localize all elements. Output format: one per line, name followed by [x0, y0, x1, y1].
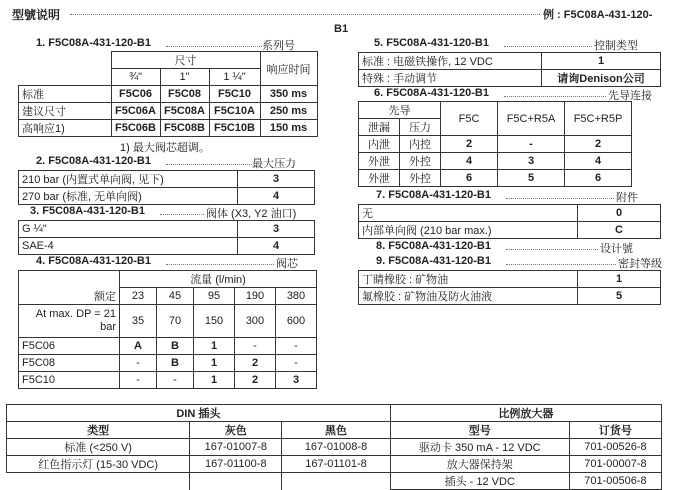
- table-row: [19, 288, 317, 305]
- sec8-label: 设计號: [600, 243, 633, 255]
- gray-header: 灰色: [190, 422, 282, 439]
- cell: 1: [194, 355, 235, 372]
- cell: A: [120, 338, 157, 355]
- cell: 167-01100-8: [190, 456, 282, 473]
- table-row: [19, 355, 317, 372]
- cell: 70: [157, 305, 194, 338]
- cell: F5C10: [209, 86, 260, 103]
- row-label: 氟橡胶 : 矿物油及防火油液: [359, 288, 578, 305]
- cell: 4: [441, 153, 498, 170]
- cell: 167-01008-8: [282, 439, 390, 456]
- table-row: [19, 221, 315, 238]
- col-f5c: F5C: [441, 102, 498, 136]
- black-header: 黑色: [282, 422, 390, 439]
- cell: 3: [238, 221, 315, 238]
- size-1-1-4: 1 ¼": [209, 69, 260, 86]
- amp-header: 比例放大器: [390, 405, 661, 422]
- accessories-table: [6, 404, 662, 490]
- cell: 250 ms: [260, 103, 317, 120]
- sec7-code: 7. F5C08A-431-120-B1: [376, 189, 491, 201]
- cell: 600: [276, 305, 317, 338]
- model-header: 型号: [390, 422, 569, 439]
- table-row: [19, 338, 317, 355]
- cell: -: [120, 372, 157, 389]
- sec1-label: 系列号: [262, 40, 295, 52]
- cell: 3: [238, 171, 315, 188]
- row-label: F5C10: [19, 372, 120, 389]
- table-row: [359, 136, 632, 153]
- sec1-note: 1) 最大阀芯超调。: [120, 142, 210, 154]
- table-row: [359, 153, 632, 170]
- cell: 外控: [400, 170, 441, 187]
- table-row: [359, 205, 661, 222]
- cell: 35: [120, 305, 157, 338]
- row-label: 标准 : 电磁铁操作, 12 VDC: [359, 53, 542, 70]
- cell: 701-00506-8: [569, 473, 661, 490]
- row-label: 额定: [19, 288, 120, 305]
- cell: 167-01101-8: [282, 456, 390, 473]
- row-label: 270 bar (标准, 无单向阀): [19, 188, 238, 205]
- cell: 701-00526-8: [569, 439, 661, 456]
- sec2-label: 最大压力: [252, 158, 296, 170]
- cell: [190, 473, 282, 490]
- cell: 外泄: [359, 153, 400, 170]
- cell: 4: [238, 188, 315, 205]
- table-row: [359, 271, 661, 288]
- cell: 0: [578, 205, 661, 222]
- cell: -: [276, 338, 317, 355]
- sec5-leader: [504, 46, 592, 47]
- dp-label-line2: bar: [100, 321, 116, 333]
- cell: C: [578, 222, 661, 239]
- cell: -: [120, 355, 157, 372]
- example-code: 例 : F5C08A-431-120-: [543, 9, 653, 21]
- series-table: [18, 51, 318, 137]
- row-label: 丁睛橡胶 : 矿物油: [359, 271, 578, 288]
- row-label: 210 bar (内置式单向阀, 见下): [19, 171, 238, 188]
- cell: 23: [120, 288, 157, 305]
- accessory-table: [358, 204, 661, 239]
- spool-table: [18, 270, 317, 389]
- cell: 2: [441, 136, 498, 153]
- cell: F5C08B: [160, 120, 209, 137]
- cell: F5C10A: [209, 103, 260, 120]
- control-table: [358, 52, 661, 87]
- size-1: 1": [160, 69, 209, 86]
- cell: 内泄: [359, 136, 400, 153]
- table-row: [359, 288, 661, 305]
- cell: F5C08A: [160, 103, 209, 120]
- sec8-code: 8. F5C08A-431-120-B1: [376, 240, 491, 252]
- cell: 380: [276, 288, 317, 305]
- cell: F5C08: [160, 86, 209, 103]
- table-row: [19, 120, 318, 137]
- row-label: 内部单向阀 (210 bar max.): [359, 222, 578, 239]
- cell: F5C06B: [111, 120, 160, 137]
- cell: 5: [578, 288, 661, 305]
- seal-table: [358, 270, 661, 305]
- table-row: [7, 439, 662, 456]
- row-label: 高响应1): [19, 120, 112, 137]
- flow-header: 流量 (l/min): [120, 271, 317, 288]
- page-title: 型號说明: [12, 8, 61, 22]
- sec4-code: 4. F5C08A-431-120-B1: [36, 255, 151, 267]
- cell: 350 ms: [260, 86, 317, 103]
- drain-header: 泄漏: [359, 119, 400, 136]
- row-label: 特殊 : 手动调节: [359, 70, 542, 87]
- sec3-code: 3. F5C08A-431-120-B1: [30, 205, 145, 217]
- table-row: [359, 53, 661, 70]
- sec6-leader: [504, 96, 606, 97]
- table-row: [19, 103, 318, 120]
- cell: 300: [235, 305, 276, 338]
- cell: 外控: [400, 153, 441, 170]
- sec3-label: 阀体 (X3, Y2 油口): [206, 208, 297, 220]
- sec4-label: 阀芯: [276, 258, 298, 270]
- row-label: F5C06: [19, 338, 120, 355]
- cell: 1: [194, 372, 235, 389]
- table-row: [19, 372, 317, 389]
- cell: 190: [235, 288, 276, 305]
- cell: 1: [578, 271, 661, 288]
- sec2-leader: [166, 164, 252, 165]
- cell: -: [157, 372, 194, 389]
- cell: F5C10B: [209, 120, 260, 137]
- cell: 2: [565, 136, 632, 153]
- cell: 3: [276, 372, 317, 389]
- col-f5c-r5a: F5C+R5A: [498, 102, 565, 136]
- sec9-label: 密封等级: [618, 258, 662, 270]
- table-row: [359, 70, 661, 87]
- row-label: 无: [359, 205, 578, 222]
- cell: 167-01007-8: [190, 439, 282, 456]
- table-row: [19, 238, 315, 255]
- sec7-leader: [506, 198, 614, 199]
- size-3-4: ¾": [111, 69, 160, 86]
- cell: F5C06: [111, 86, 160, 103]
- cell: 插头 - 12 VDC: [390, 473, 569, 490]
- cell: -: [498, 136, 565, 153]
- sec3-leader: [160, 214, 204, 215]
- cell: 3: [498, 153, 565, 170]
- cell: 6: [441, 170, 498, 187]
- row-label: G ¼": [19, 221, 238, 238]
- pressure-table: [18, 170, 315, 205]
- sec2-code: 2. F5C08A-431-120-B1: [36, 155, 151, 167]
- cell: 放大器保持架: [390, 456, 569, 473]
- cell: 标准 (<250 V): [7, 439, 190, 456]
- cell: 150: [194, 305, 235, 338]
- pilot-table: [358, 101, 632, 187]
- cell: 701-00007-8: [569, 456, 661, 473]
- type-header: 类型: [7, 422, 190, 439]
- sec6-code: 6. F5C08A-431-120-B1: [374, 87, 489, 99]
- cell: 45: [157, 288, 194, 305]
- example-code-suffix: B1: [334, 23, 349, 35]
- sec4-leader: [166, 264, 274, 265]
- cell: 外泄: [359, 170, 400, 187]
- sec9-leader: [506, 264, 616, 265]
- order-header: 订货号: [569, 422, 661, 439]
- row-label: SAE-4: [19, 238, 238, 255]
- response-header: 响应时间: [260, 52, 317, 86]
- cell: 6: [565, 170, 632, 187]
- sec7-label: 附件: [616, 192, 638, 204]
- sec5-code: 5. F5C08A-431-120-B1: [374, 37, 489, 49]
- cell: 内控: [400, 136, 441, 153]
- cell: 95: [194, 288, 235, 305]
- cell: 150 ms: [260, 120, 317, 137]
- row-label: F5C08: [19, 355, 120, 372]
- table-row: [19, 86, 318, 103]
- cell: [7, 473, 190, 490]
- dp-label: [19, 305, 120, 338]
- cell: 请询Denison公司: [542, 70, 661, 87]
- cell: 1: [194, 338, 235, 355]
- cell: 4: [565, 153, 632, 170]
- table-row: [19, 171, 315, 188]
- size-header: 尺寸: [111, 52, 260, 69]
- sec1-code: 1. F5C08A-431-120-B1: [36, 37, 151, 49]
- cell: B: [157, 355, 194, 372]
- row-label: 标准: [19, 86, 112, 103]
- pilot-header: 先导: [359, 102, 441, 119]
- cell: F5C06A: [111, 103, 160, 120]
- row-label: 建议尺寸: [19, 103, 112, 120]
- table-row: [19, 188, 315, 205]
- table-row: [359, 170, 632, 187]
- cell: [282, 473, 390, 490]
- cell: -: [276, 355, 317, 372]
- dp-label-line1: At max. DP = 21: [35, 308, 116, 320]
- cell: 红色指示灯 (15-30 VDC): [7, 456, 190, 473]
- cell: 5: [498, 170, 565, 187]
- table-row: [19, 305, 317, 338]
- body-table: [18, 220, 315, 255]
- sec6-label: 先导连接: [608, 90, 652, 102]
- sec1-leader: [166, 46, 262, 47]
- table-row: [7, 456, 662, 473]
- cell: B: [157, 338, 194, 355]
- sec9-code: 9. F5C08A-431-120-B1: [376, 255, 491, 267]
- sec5-label: 控制类型: [594, 40, 638, 52]
- cell: -: [235, 338, 276, 355]
- sec8-leader: [506, 249, 598, 250]
- cell: 2: [235, 355, 276, 372]
- title-leader: [70, 14, 540, 15]
- din-header: DIN 插头: [7, 405, 391, 422]
- table-row: [7, 473, 662, 490]
- col-f5c-r5p: F5C+R5P: [565, 102, 632, 136]
- cell: 1: [542, 53, 661, 70]
- table-row: [359, 222, 661, 239]
- cell: 驱动卡 350 mA - 12 VDC: [390, 439, 569, 456]
- cell: 2: [235, 372, 276, 389]
- cell: 4: [238, 238, 315, 255]
- pressure-header: 压力: [400, 119, 441, 136]
